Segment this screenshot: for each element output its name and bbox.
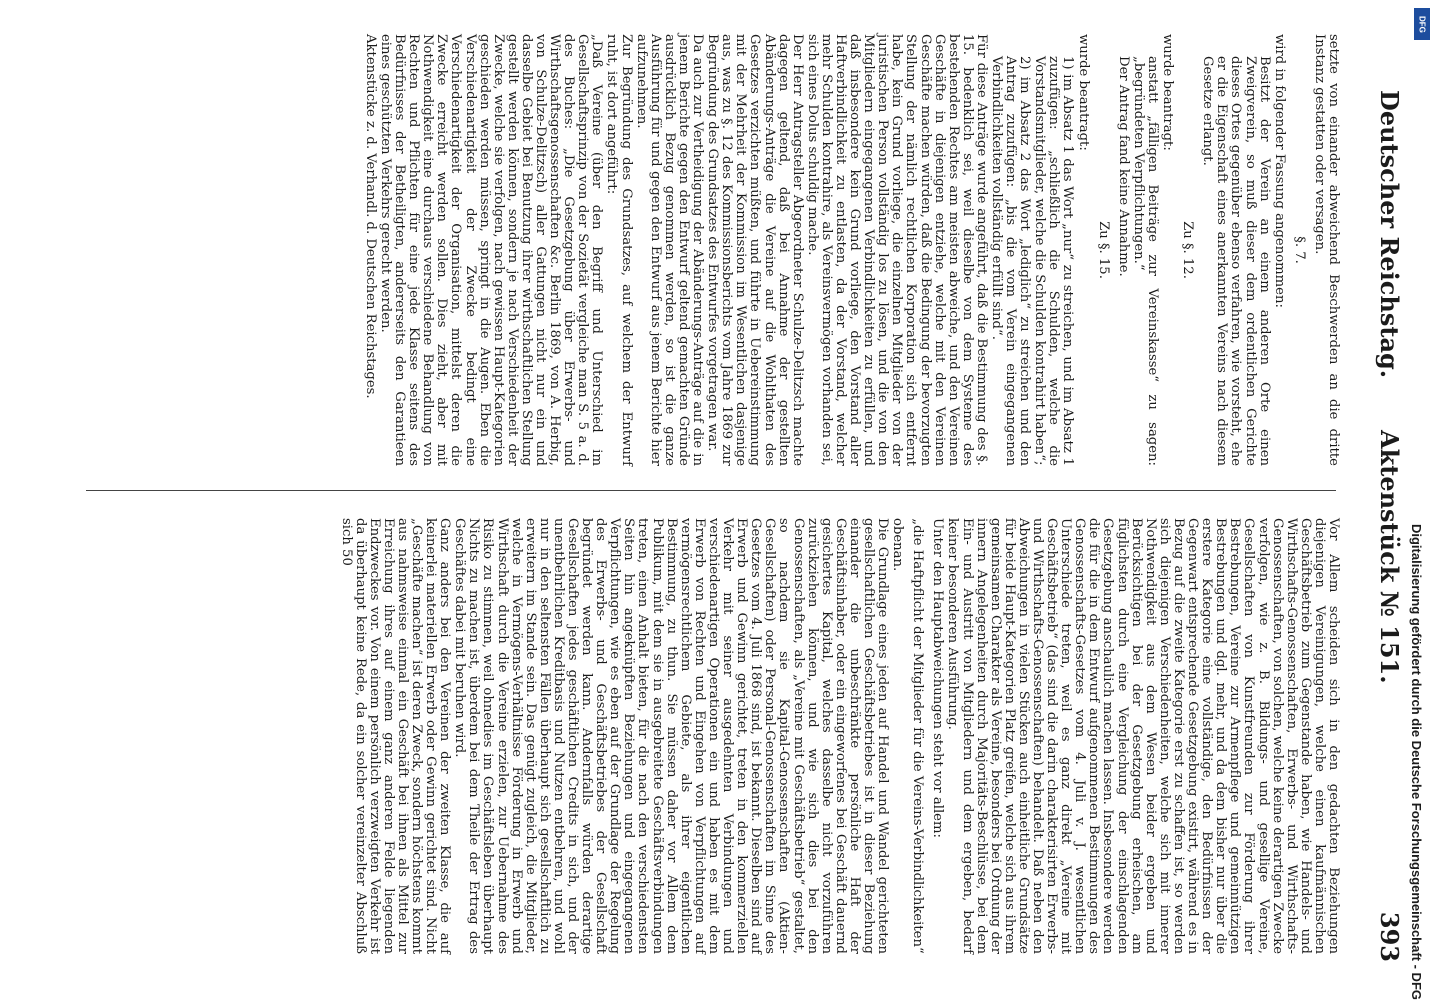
paragraph: Der Antrag fand keine Annahme.: [1115, 56, 1131, 277]
paragraph: wurde beantragt:: [1160, 34, 1176, 151]
paragraph: Vor Allem scheiden sich in den gedachten Beziehungen diejenigen Vereinigungen, welche einen kaufmännischen Geschäftsbetrieb zum Gegenstande haben, wie Handels- und Wirthschafts-Genossenschaften, Erwerbs- und Wirthschafts-Genossenschaften, von solchen, welche keine derartigen Zwecke verfolgen, wie z. B. Bildungs- und gesellige Vereine, Gesellschaften von Kunstfreunden zur Förderung ihrer Bestrebungen, Vereine zur Armenpflege und gemeinnützigen Bestrebungen und dgl. mehr, und da dem bisher nur über die erstere Kategorie eine vollständige, den Bedürfnissen der Gegenwart entsprechende Gesetzgebung existirt, während es in Bezug auf die zweite Kategorie erst zu schaffen ist, so werden sich diejenigen Verschiedenheiten, welche sich mit innerer Nothwendigkeit aus dem Wesen beider ergeben und Berücksichtigen bei der Gesetzgebung erheischen, am füglichsten durch eine Vergleichung der einschlagenden Gesetzgebung anschaulich machen lassen. Insbesondere werden die für die in dem Entwurf aufgenommenen Bestimmungen des Genossenschafts-Gesetzes vom 4. Juli v. J. wesentlichen Unterschiede treten, weil es ganz direkt „Vereine mit Geschäftsbetrieb“ (das sind die darin charakterisirten Erwerbs- und Wirthschafts-Genossenschaften) behandelt. Daß neben den Abweichungen in vielen Stücken auch einheitliche Grundsätze für beide Haupt-Kategorien Platz greifen, welche sich aus ihrem gemeinsamen Charakter als Vereine, besonders bei Ordnung der innern Angelegenheiten durch Majoritäts-Beschlüsse, bei dem Ein- und Austritt von Mitgliedern und dem ergeben, bedarf keiner besonderen Ausführung.: [945, 518, 1341, 954]
paragraph: setzte von einander abweichend Beschwerden an die dritte Instanz gestatten oder versagen.: [1311, 34, 1341, 466]
page-header: [1344, 30, 1404, 970]
paragraph: anstatt „fälligen Beiträge zur Vereinskasse“ zu sagen: „begründeten Verpflichtungen.“: [1130, 56, 1160, 466]
dfg-logo: DFG: [1414, 8, 1430, 40]
paragraph: Aktenstücke z. d. Verhandl. d. Deutschen Reichstages.: [362, 34, 378, 399]
page-number: 393: [1375, 911, 1404, 962]
section-heading: Zu §. 12.: [1180, 221, 1196, 279]
paragraph: Die Grundlage eines jeden auf Handel und Wandel gerichteten gesellschaftlichen Geschäftsbetriebes ist in dieser Beziehung einander die unbeschränkte persönliche Haft der Geschäftsinhaber, oder ein eingeworfenes bei Geschäft dauernd gesichertes Kapital, welches dasselbe nicht vorzuführen zurückziehen können, und wie sich dies bei den Genossenschaften, als „Vereine mit Geschäftsbetrieb“ gestaltet, so nachdem sie Kapital-Genossenschaften (Aktien-Gesellschaften) oder Personal-Genossenschaften im Sinne des Gesetzes vom 4. Juli 1868 sind, ist bekannt. Dieselben sind auf Erwerb und Gewinn gerichtet, treten in den kommerziellen Verkehr mit seiner ausgedehnten Verbindungen und verschiedenartigen Operationen ein und haben es mit dem Erwerb von Rechten und Eingehen von Verpflichtungen auf vermögensrechtlichem Gebiete, als ihrer eigentlichen Bestimmung, zu thun. Sie müssen daher vor Allem dem Publikum, mit dem sie in ausgebreitete Geschäftsverbindungen treten, einen Anhalt bieten, für die nach den verschiedensten Seiten hin angeknüpften Beziehungen und eingegangenen Verpflichtungen, wie es eben auf der Grundlage der Regelung des Erwerbs- und Geschäftsbetriebes der Gesellschaft begründet werden kann. Andernfalls würden derartige Gesellschaften jedes geschäftlichen Credits in sich, und der unentbehrlichen Kreditbasis und Nutzen entbehren, und wohl nur in den seltensten Fällen überhaupt sich gesellschaftlich zu erweitern im Stande sein. Das genügt zugleich, die Mitglieder, welche in Vermögens-Verhältnisse Förderung in Erwerb und Wirthschaft durch die Vereine erzielen, zur Uebernahme des Risiko zu stimmen, weil ohnedies im Geschäftsleben überhaupt Nichts zu machen ist, überdem bei dem Theile der Ertrag des Geschäftes dabei mit beruhen wird.: [452, 518, 891, 954]
paragraph: Da auch zur Vertheidigung der Abänderungs-Anträge auf die in jenem Berichte gegen den Entwurf geltend gemachten Gründe ausdrücklich Bezug genommen werden, so ist die ganze Ausführung für und gegen den Entwurf aus jenem Berichte hier aufzunehmen.: [633, 34, 706, 466]
paragraph: 2) im Absatz 2 das Wort „lediglich“ zu streichen und den Antrag zuzufügen: „bis die vom Verein eingegangenen Verbindlichkeiten vollständig erfüllt sind“.: [989, 56, 1033, 466]
right-text-column: [337, 518, 1340, 954]
paragraph: „Daß Vereine (über den Begriff und Unterschied im Gesellschaftsprinzip von der Sozietät vergleiche man S. 5 a. d. des Buches: „Die Gesetzgebung über Erwerbs- und Wirthschaftsgenossenschaften &c. Berlin 1869, von A. Herbig, von Schulze-Delitzsch) aller Gattungen nicht nur ein und dasselbe Gebiet bei Benutzung ihrer wirthschaftlichen Stellung gestellt werden können, sondern je nach Verschiedenheit der Zwecke, welche sie verfolgen, nach gewissen Haupt-Kategorien geschieden werden müssen, springt in die Augen. Eben die Verschiedenartigkeit der Zwecke bedingt eine Verschiedenartigkeit der Organisation, mittelst deren die Zwecke erreicht werden sollen. Dies zieht, aber mit Nothwendigkeit eine durchaus verschiedene Behandlung von Rechten und Pflichten für eine jede Klasse seitens des Bedürfnisses der Betheiligten, andererseits den Garantieen eines geschützten Verkehrs gerecht werden.: [378, 34, 605, 466]
running-title: Deutscher Reichstag.: [1375, 90, 1404, 379]
paragraph: Ganz anders bei den Vereinen der zweiten Klasse, die auf keinerlei materiellen Erwerb oder Gewinn gerichtet sind. Nicht „Geschäfte machen“ ist deren Zweck, sondern höchstens kommt aus nahmsweise einmal ein Geschäft bei ihnen als Mittel zur Erreichung ihres auf einem ganz anderen Felde liegenden Endzweckes vor. Von einem persönlich verzweigten Verkehr ist da überhaupt keine Rede, da ein solcher vereinzelter Abschluß sich 50: [338, 518, 453, 954]
funding-note: Digitalisierung gefördert durch die Deutsche Forschungsgemeinschaft - DFG: [1409, 523, 1424, 1000]
paragraph: obenan.: [890, 518, 906, 572]
section-heading: §. 7.: [1291, 236, 1307, 264]
paragraph: Unter den Hauptabweichungen steht vor allem:: [930, 518, 946, 838]
paragraph: Zur Begründung des Grundsatzes, auf welchem der Entwurf ruht, ist dort angeführt:: [604, 34, 634, 466]
paragraph: Der Herr Antragsteller Abgeordneter Schulze-Delitzsch machte dagegen geltend, daß bei Annahme der gestellten Abänderungs-Anträge die Vereine auf die Wohlthaten des Gesetzes verzichten müßten, und führte in Uebereinstimmung mit der Mehrheit der Kommission im Wesentlichen dasjenige aus, was zu §. 12 des Kommissionsberichts vom Jahre 1869 zur Begründung des Grundsatzes des Entwurfes vorgetragen war.: [705, 34, 805, 466]
paragraph: Besitzt der Verein an einem anderen Orte einen Zweigverein, so muß dieser dem ordentlichen Gerichte dieses Ortes gegenüber ebenso verfahren, wie vorsteht, ehe er die Eigenschaft eines anerkannten Vereins nach diesem Gesetze erlangt.: [1200, 56, 1272, 466]
paragraph: Für diese Anträge wurde angeführt, daß die Bestimmung des §. 15. bedenklich sei, weil dieselbe von dem Systeme des bestehenden Rechtes am meisten abweiche, und den Vereinen Geschäfte in diejenigen entziehe, welche mit den Vereinen Geschäfte machen würden, daß die Bedingung der bevorzugten Stellung der nämlich rechtlichen Korporation sich entfernt habe, kein Grund vorliege, die einzelnen Mitglieder von der juristischen Person vollständig los zu lösen, und die von den Mitgliedern eingegangenen Verbindlichkeiten zu erfüllen, und daß insbesondere kein Grund vorliege, den Vorstand aller Haftverbindlichkeit zu entlasten, da der Vorstand, welcher mehr Schulden kontrahire, als Vereinsvermögen vorhanden sei, sich eines Dolus schuldig mache.: [804, 34, 989, 466]
paragraph: wird in folgender Fassung angenommen:: [1271, 34, 1287, 308]
paragraph: wurde beantragt:: [1075, 34, 1091, 151]
column-divider: [86, 490, 1336, 491]
left-text-column: [362, 34, 1340, 466]
section-heading: „die Haftpflicht der Mitglieder für die Vereins-Verbindlichkeiten“: [910, 518, 926, 954]
margin-note-strip: [1400, 0, 1428, 1000]
document-number: Aktenstück № 151.: [1375, 430, 1404, 684]
section-heading: Zu §. 15.: [1095, 221, 1111, 279]
paragraph: 1) im Absatz 1 das Wort „nur“ zu streichen, und im Absatz 1 zuzufügen: „schließlich die Schulden, welche die Vorstandsmitglieder, welche die Schulden kontrahirt haben“;: [1032, 56, 1076, 466]
